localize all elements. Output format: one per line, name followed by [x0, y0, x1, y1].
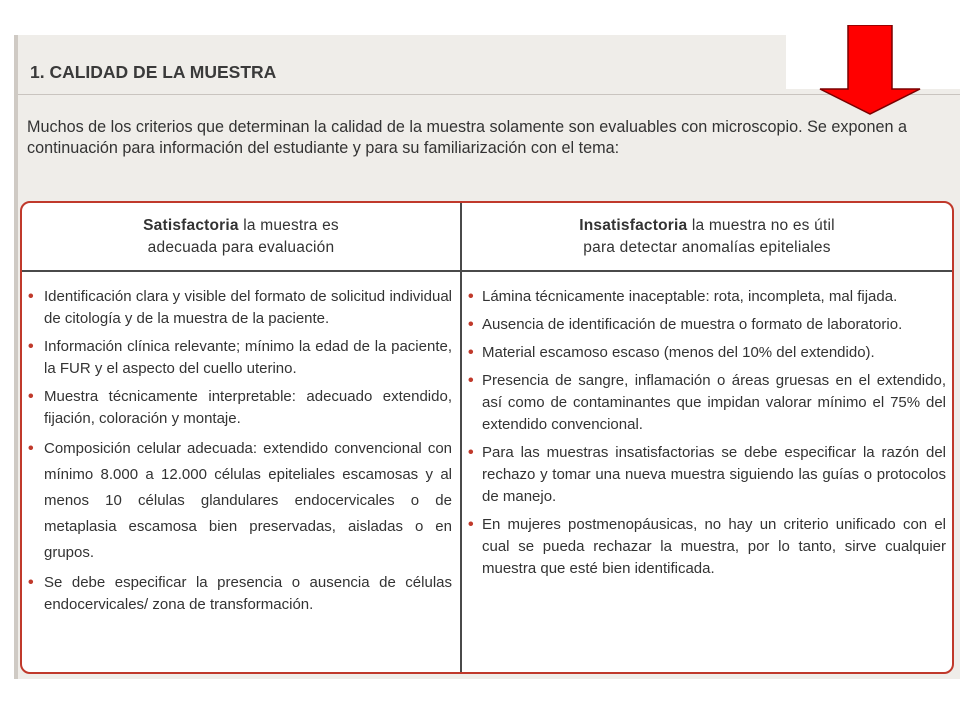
bullet-icon: •: [468, 288, 474, 305]
list-item: • Lámina técnicamente inaceptable: rota, incompleta, mal fijada.: [468, 286, 946, 308]
insatisfactoria-list: [468, 286, 946, 586]
list-item: • Material escamoso escaso (menos del 10% del extendido).: [468, 342, 946, 364]
list-item: • En mujeres postmenopáusicas, no hay un criterio unificado con el cual se pueda rechazar la muestra, por lo tanto, sirve cualquier muestra que esté bien identificada.: [468, 516, 946, 577]
insatisfactoria-desc-line2: para detectar anomalías epiteliales: [583, 238, 831, 256]
section-title: 1. CALIDAD DE LA MUESTRA: [30, 62, 277, 82]
down-arrow-icon: [818, 25, 922, 115]
bullet-icon: •: [28, 388, 34, 405]
list-item: • Ausencia de identificación de muestra o formato de laboratorio.: [468, 314, 946, 336]
bullet-icon: •: [468, 344, 474, 361]
criteria-table: [20, 201, 954, 674]
bullet-icon: •: [468, 316, 474, 333]
bullet-icon: •: [28, 574, 34, 591]
list-item: • Se debe especificar la presencia o ausencia de células endocervicales/ zona de transformación.: [28, 574, 452, 613]
list-item: • Información clínica relevante; mínimo la edad de la paciente, la FUR y el aspecto del cuello uterino.: [28, 338, 452, 377]
list-item: • Composición celular adecuada: extendido convencional con mínimo 8.000 a 12.000 células epiteliales escamosas y al menos 10 células glandulares endocervicales o de metaplasia escamosa bien preservadas, aisladas o en grupos.: [26, 436, 452, 566]
satisfactoria-label: Satisfactoria: [143, 216, 239, 234]
list-item: • Muestra técnicamente interpretable: adecuado extendido, fijación, coloración y montaje.: [28, 388, 452, 427]
insatisfactoria-desc-line1: la muestra no es útil: [687, 216, 835, 234]
bullet-icon: •: [468, 444, 474, 461]
insatisfactoria-label: Insatisfactoria: [579, 216, 688, 234]
header-divider: [22, 270, 952, 272]
slide-left-edge: [14, 35, 18, 679]
satisfactoria-desc-line2: adecuada para evaluación: [147, 238, 335, 256]
list-item: • Presencia de sangre, inflamación o áreas gruesas en el extendido, así como de contaminantes que impidan valorar mínimo el 75% del extendido convencional.: [468, 372, 946, 433]
bullet-icon: •: [28, 338, 34, 355]
intro-paragraph: Muchos de los criterios que determinan la calidad de la muestra solamente son evaluables con microscopio. Se exponen a continuación para información del estudiante y para su familiarización con el tema:: [27, 118, 908, 157]
bullet-icon: •: [468, 516, 474, 533]
satisfactoria-list: [26, 286, 452, 622]
insatisfactoria-header: [462, 203, 952, 270]
list-item: • Identificación clara y visible del formato de solicitud individual de citología y de la muestra de la paciente.: [28, 288, 452, 327]
bullet-icon: •: [28, 288, 34, 305]
column-divider: [460, 203, 462, 672]
satisfactoria-desc-line1: la muestra es: [238, 216, 339, 234]
bullet-icon: •: [28, 440, 34, 457]
bullet-icon: •: [468, 372, 474, 389]
down-arrow-shape: [820, 25, 920, 114]
list-item: • Para las muestras insatisfactorias se debe especificar la razón del rechazo y tomar una nueva muestra siguiendo las guías o protocolos de manejo.: [468, 444, 946, 505]
satisfactoria-header: [22, 203, 460, 270]
